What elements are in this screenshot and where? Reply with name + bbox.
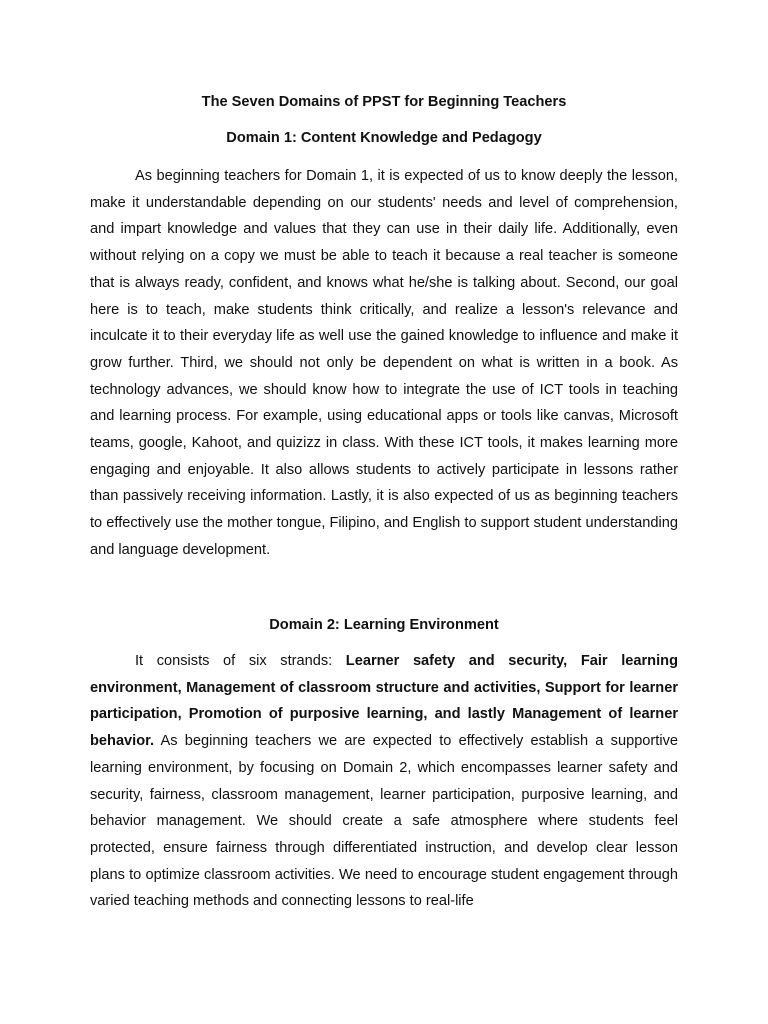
domain-1-paragraph: As beginning teachers for Domain 1, it is expected of us to know deeply the lesson, make it understandable depending on our students' needs and level of comprehension, and impart knowledge and values that they can use in their daily life. Additionally, even without relying on a copy we must be able to teach it because a real teacher is someone that is always ready, confident, and knows what he/she is talking about. Second, our goal here is to teach, make students think critically, and realize a lesson's relevance and inculcate it to their everyday life as well use the gained knowledge to influence and make it grow further. Third, we should not only be dependent on what is written in a book. As technology advances, we should know how to integrate the use of ICT tools in teaching and learning process. For example, using educational apps or tools like canvas, Microsoft teams, google, Kahoot, and quizizz in class. With these ICT tools, it makes learning more engaging and enjoyable. It also allows students to actively participate in lessons rather than passively receiving information. Lastly, it is also expected of us as beginning teachers to effectively use the mother tongue, Filipino, and English to support student understanding and language development. (90, 168, 678, 558)
document-title: The Seven Domains of PPST for Beginning Teachers (201, 94, 567, 110)
domain-1-heading: Domain 1: Content Knowledge and Pedagogy (226, 130, 542, 146)
domain-2-paragraph (90, 648, 678, 915)
domain-2-strands-text: Learner safety and security, Fair learning environment, Management of classroom structure and activities, Support for learner participation, Promotion of purposive learning, and lastly Management of learner behavior. (90, 653, 678, 750)
domain-2-heading: Domain 2: Learning Environment (269, 617, 499, 633)
domain-2-body-text: As beginning teachers we are expected to effectively establish a supportive learning environment, by focusing on Domain 2, which encompasses learner safety and security, fairness, classroom management, learner participation, purposive learning, and behavior management. We should create a safe atmosphere where students feel protected, ensure fairness through differentiated instruction, and develop clear lesson plans to optimize classroom activities. We need to encourage student engagement through varied teaching methods and connecting lessons to real-life (90, 733, 678, 910)
domain-2-intro-text: It consists of six strands: (135, 653, 346, 669)
